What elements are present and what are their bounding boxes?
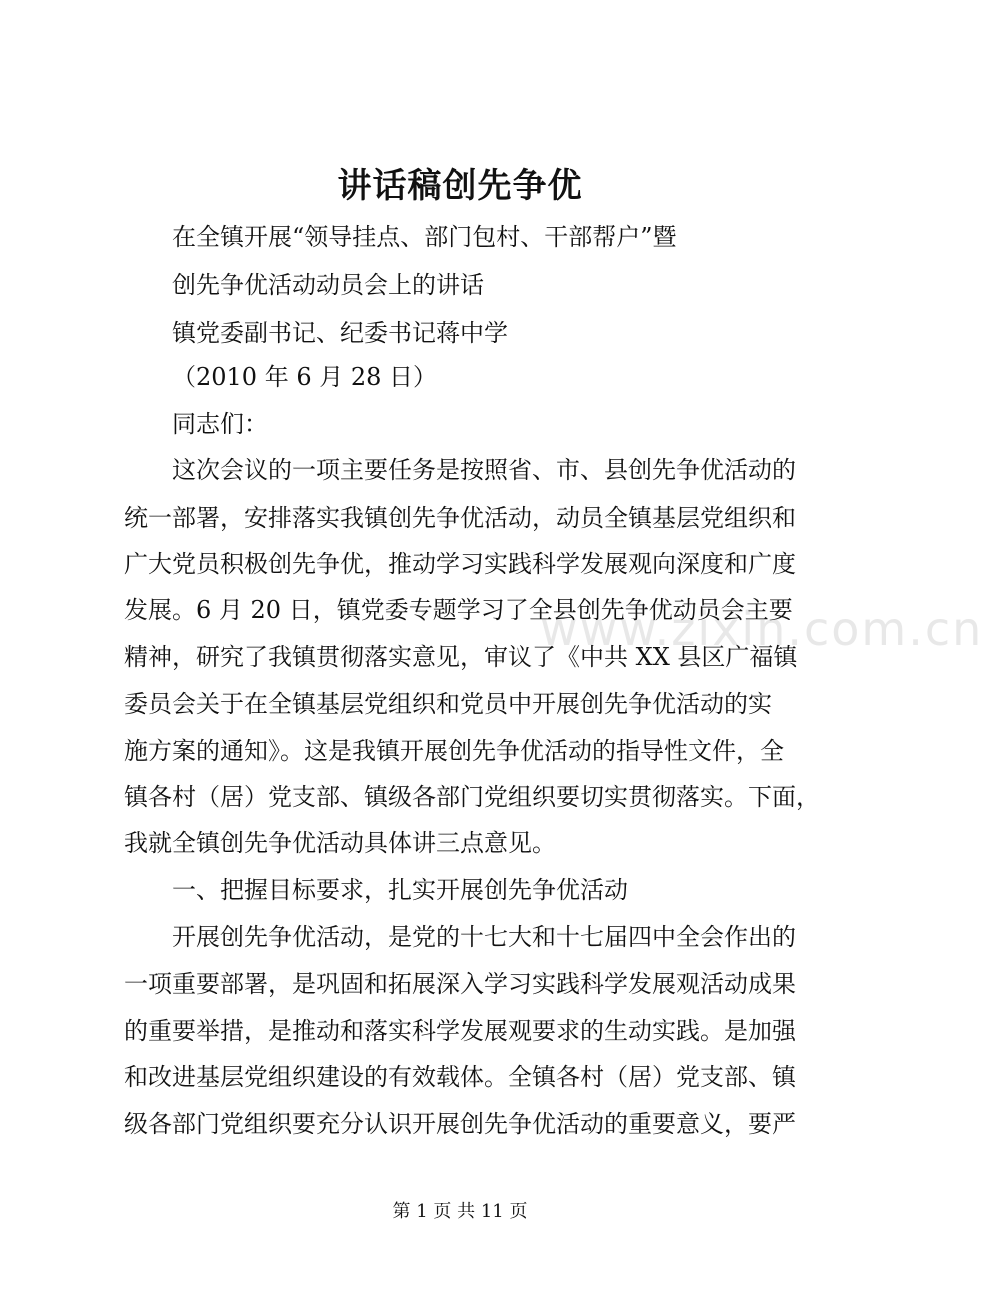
paragraph-line: 的重要举措，是推动和落实科学发展观要求的生动实践。是加强 <box>124 1017 796 1045</box>
paragraph-line: 发展。6 月 20 日，镇党委专题学习了全县创先争优动员会主要 <box>124 596 793 624</box>
paragraph-line: 这次会议的一项主要任务是按照省、市、县创先争优活动的 <box>172 456 796 484</box>
paragraph-line: 施方案的通知》。这是我镇开展创先争优活动的指导性文件，全 <box>124 737 784 765</box>
date-line: （2010 年 6 月 28 日） <box>172 363 438 391</box>
section-heading: 一、把握目标要求，扎实开展创先争优活动 <box>172 876 628 904</box>
paragraph-line: 统一部署，安排落实我镇创先争优活动，动员全镇基层党组织和 <box>124 504 796 532</box>
paragraph-line: 委员会关于在全镇基层党组织和党员中开展创先争优活动的实 <box>124 690 772 718</box>
header-line: 创先争优活动动员会上的讲话 <box>172 271 484 299</box>
header-line: 在全镇开展“领导挂点、部门包村、干部帮户”暨 <box>172 223 677 251</box>
paragraph-line: 广大党员积极创先争优，推动学习实践科学发展观向深度和广度 <box>124 550 796 578</box>
paragraph-line: 镇各村（居）党支部、镇级各部门党组织要切实贯彻落实。下面， <box>124 783 820 811</box>
paragraph-line: 精神，研究了我镇贯彻落实意见，审议了《中共 XX 县区广福镇 <box>124 643 798 671</box>
document-title: 讲话稿创先争优 <box>337 166 583 206</box>
paragraph-line: 我就全镇创先争优活动具体讲三点意见。 <box>124 829 556 857</box>
paragraph-line: 级各部门党组织要充分认识开展创先争优活动的重要意义，要严 <box>124 1110 796 1138</box>
header-line: 镇党委副书记、纪委书记蒋中学 <box>172 319 508 347</box>
salutation: 同志们： <box>172 410 268 438</box>
page-footer: 第 1 页 共 11 页 <box>392 1201 528 1222</box>
paragraph-line: 和改进基层党组织建设的有效载体。全镇各村（居）党支部、镇 <box>124 1063 796 1091</box>
paragraph-line: 开展创先争优活动，是党的十七大和十七届四中全会作出的 <box>172 923 796 951</box>
watermark: www.zixin.com.cn <box>540 602 983 656</box>
paragraph-line: 一项重要部署，是巩固和拓展深入学习实践科学发展观活动成果 <box>124 970 796 998</box>
